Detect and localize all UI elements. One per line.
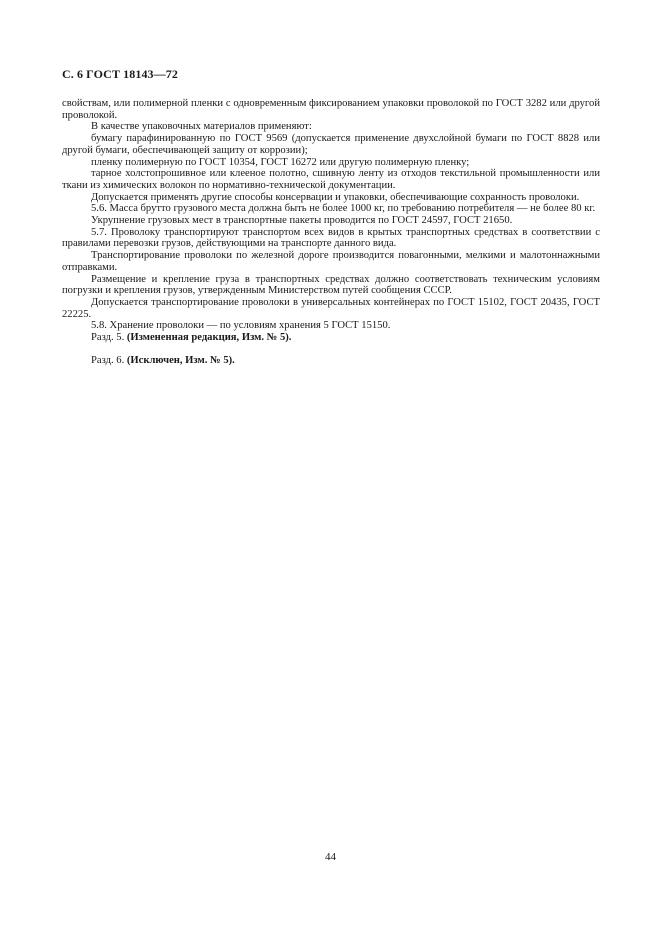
paragraph: Размещение и крепление груза в транспортных средствах должно соответствовать техническим условиям погрузки и крепления грузов, утвержденным Министерством путей сообщения СССР. [62,273,600,297]
paragraph: Укрупнение грузовых мест в транспортные пакеты проводится по ГОСТ 24597, ГОСТ 21650. [91,215,513,227]
paragraph: пленку полимерную по ГОСТ 10354, ГОСТ 16272 или другую полимерную пленку; [91,156,470,168]
section-6-status: (Исключен, Изм. № 5). [126,354,235,366]
paragraph: 5.7. Проволоку транспортируют транспортом всех видов в крытых транспортных средствах в соответствии с правилами перевозки грузов, действующими на транспорте данного вида. [62,226,600,250]
paragraph: тарное холстопрошивное или клееное полотно, сшивную ленту из отходов текстильной промышленности или ткани из химических волокон по нормативно-технической документации. [62,168,600,191]
section-6-label: Разд. 6. [91,354,125,366]
section-5-status: (Измененная редакция, Изм. № 5). [126,332,292,344]
page-number: 44 [325,851,336,863]
paragraph: 5.6. Масса брутто грузового места должна быть не более 1000 кг, по требованию потребителя — не более 80 кг. [91,203,596,215]
page-header: С. 6 ГОСТ 18143—72 [62,67,178,81]
paragraph: В качестве упаковочных материалов применяют: [91,121,312,133]
paragraph: Допускается применять другие способы консервации и упаковки, обеспечивающие сохранность проволоки. [91,191,580,203]
section-5-note [62,332,600,344]
paragraph: свойствам, или полимерной пленки с одновременным фиксированием упаковки проволокой по ГОСТ 3282 или другой проволокой. [62,98,600,121]
section-6-note [62,355,600,367]
paragraph: бумагу парафинированную по ГОСТ 9569 (допускается применение двухслойной бумаги по ГОСТ 8828 или другой бумаги, обеспечивающей защиту от коррозии); [62,133,600,156]
paragraph: 5.8. Хранение проволоки — по условиям хранения 5 ГОСТ 15150. [91,320,391,332]
paragraph: Транспортирование проволоки по железной дороге производится повагонными, мелкими и малотоннажными отправками. [62,250,600,273]
section-5-label: Разд. 5. [91,332,125,344]
document-body [62,98,600,366]
paragraph: Допускается транспортирование проволоки в универсальных контейнерах по ГОСТ 15102, ГОСТ 20435, ГОСТ 22225. [62,296,600,320]
